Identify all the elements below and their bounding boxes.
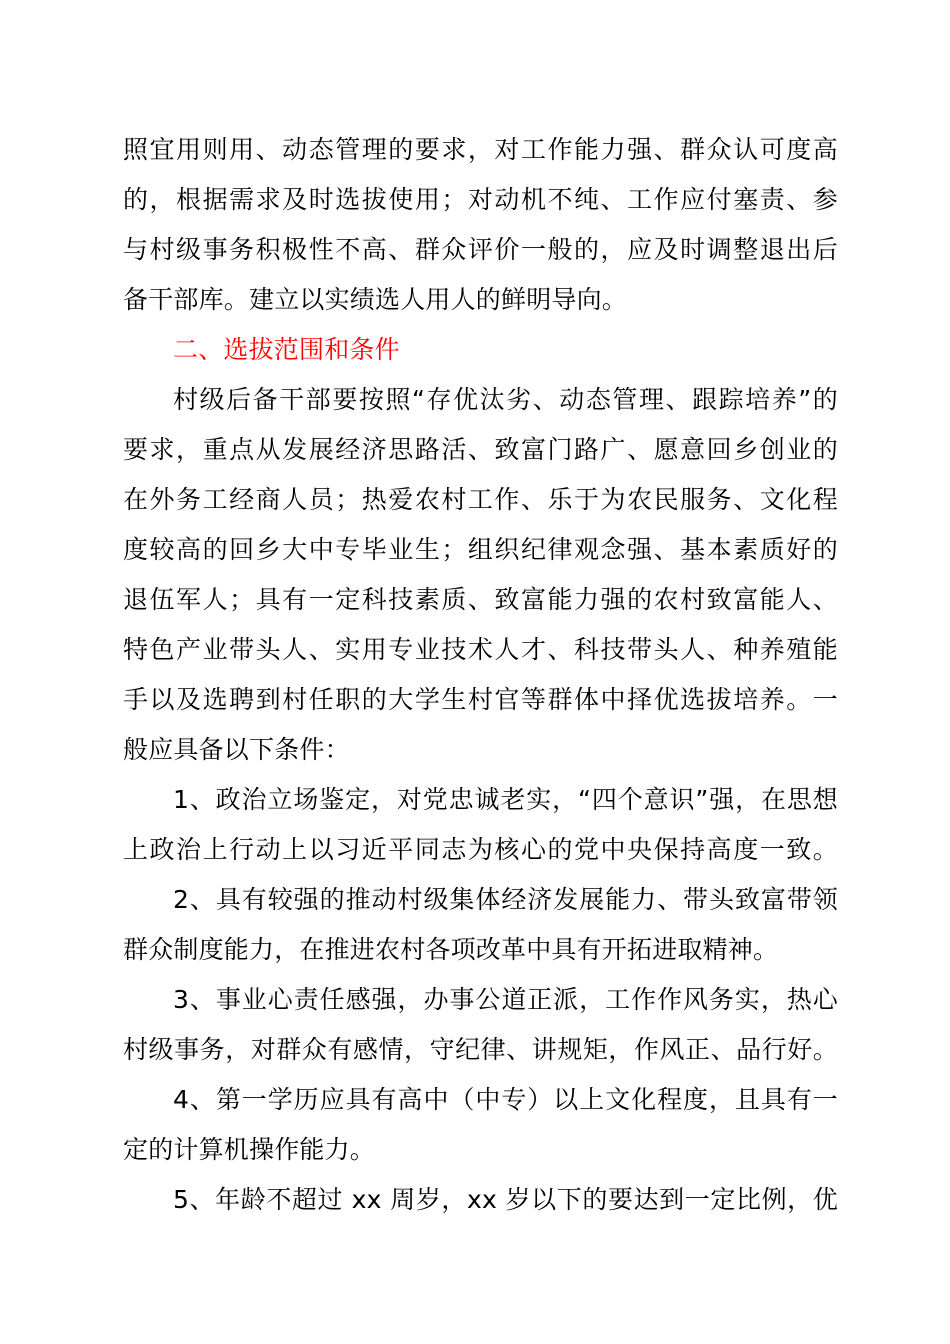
- list-item-line: 1、政治立场鉴定，对党忠诚老实，“四个意识”强，在思想: [173, 785, 838, 814]
- list-item-line: 5、年龄不超过 xx 周岁，xx 岁以下的要达到一定比例，优: [173, 1185, 838, 1214]
- paragraph-line: 照宜用则用、动态管理的要求，对工作能力强、群众认可度高: [123, 135, 838, 164]
- paragraph-line: 般应具备以下条件：: [123, 735, 350, 764]
- paragraph-line: 村级后备干部要按照“存优汰劣、动态管理、跟踪培养”的: [173, 385, 838, 414]
- section-heading: 二、选拔范围和条件: [173, 335, 400, 364]
- paragraph-line: 要求，重点从发展经济思路活、致富门路广、愿意回乡创业的: [123, 435, 838, 464]
- list-item-line: 上政治上行动上以习近平同志为核心的党中央保持高度一致。: [123, 835, 838, 864]
- paragraph-line: 手以及选聘到村任职的大学生村官等群体中择优选拔培养。一: [123, 685, 838, 714]
- list-item-line: 定的计算机操作能力。: [123, 1135, 376, 1164]
- list-item-line: 4、第一学历应具有高中（中专）以上文化程度，且具有一: [173, 1085, 838, 1114]
- paragraph-line: 度较高的回乡大中专毕业生；组织纪律观念强、基本素质好的: [123, 535, 838, 564]
- list-item-line: 3、事业心责任感强，办事公道正派，工作作风务实，热心: [173, 985, 838, 1014]
- list-item-line: 2、具有较强的推动村级集体经济发展能力、带头致富带领: [173, 885, 838, 914]
- paragraph-line: 的，根据需求及时选拔使用；对动机不纯、工作应付塞责、参: [123, 185, 838, 214]
- paragraph-line: 备干部库。建立以实绩选人用人的鲜明导向。: [123, 285, 628, 314]
- list-item-line: 村级事务，对群众有感情，守纪律、讲规矩，作风正、品行好。: [123, 1035, 838, 1064]
- paragraph-line: 特色产业带头人、实用专业技术人才、科技带头人、种养殖能: [123, 635, 838, 664]
- paragraph-line: 退伍军人；具有一定科技素质、致富能力强的农村致富能人、: [123, 585, 838, 614]
- list-item-line: 群众制度能力，在推进农村各项改革中具有开拓进取精神。: [123, 935, 779, 964]
- paragraph-line: 在外务工经商人员；热爱农村工作、乐于为农民服务、文化程: [123, 485, 838, 514]
- paragraph-line: 与村级事务积极性不高、群众评价一般的，应及时调整退出后: [123, 235, 838, 264]
